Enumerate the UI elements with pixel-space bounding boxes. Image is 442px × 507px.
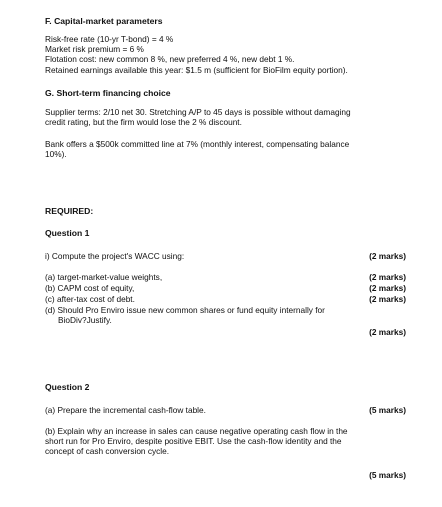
supplier-terms-line-2: credit rating, but the firm would lose the 2 % discount. xyxy=(45,117,242,127)
q2-item-b-marks: (5 marks) xyxy=(369,470,406,480)
q1-item-a-marks: (2 marks) xyxy=(369,272,406,282)
section-g-heading: G. Short-term financing choice xyxy=(45,88,171,98)
q2-item-a: (a) Prepare the incremental cash-flow table. xyxy=(45,405,206,415)
q1-intro-marks: (2 marks) xyxy=(369,251,406,261)
q2-item-b-line-3: concept of cash conversion cycle. xyxy=(45,446,170,456)
supplier-terms-line-1: Supplier terms: 2/10 net 30. Stretching A/P to 45 days is possible without damaging xyxy=(45,107,351,117)
q2-item-b-line-2: short run for Pro Enviro, despite positive EBIT. Use the cash-flow identity and the xyxy=(45,436,342,446)
q1-item-a: (a) target-market-value weights, xyxy=(45,272,163,282)
q1-intro: i) Compute the project's WACC using: xyxy=(45,251,185,261)
q1-item-d-line-1: (d) Should Pro Enviro issue new common shares or fund equity internally for xyxy=(45,305,325,315)
q1-item-c: (c) after-tax cost of debt. xyxy=(45,294,135,304)
risk-free-rate-line: Risk-free rate (10-yr T-bond) = 4 % xyxy=(45,34,174,44)
q2-item-a-marks: (5 marks) xyxy=(369,405,406,415)
q1-item-d-marks: (2 marks) xyxy=(369,327,406,337)
question-2-heading: Question 2 xyxy=(45,382,90,392)
retained-earnings-line: Retained earnings available this year: $1.5 m (sufficient for BioFilm equity portion). xyxy=(45,65,348,75)
market-risk-premium-line: Market risk premium = 6 % xyxy=(45,44,144,54)
bank-offer-line-2: 10%). xyxy=(45,149,67,159)
bank-offer-line-1: Bank offers a $500k committed line at 7% (monthly interest, compensating balance xyxy=(45,139,350,149)
question-1-heading: Question 1 xyxy=(45,228,90,238)
flotation-cost-line: Flotation cost: new common 8 %, new preferred 4 %, new debt 1 %. xyxy=(45,54,295,64)
q1-item-d-line-2: BioDiv?Justify. xyxy=(58,315,112,325)
section-f-heading: F. Capital-market parameters xyxy=(45,16,163,26)
q2-item-b-line-1: (b) Explain why an increase in sales can cause negative operating cash flow in the xyxy=(45,426,348,436)
q1-item-b: (b) CAPM cost of equity, xyxy=(45,283,135,293)
required-heading: REQUIRED: xyxy=(45,206,94,216)
q1-item-c-marks: (2 marks) xyxy=(369,294,406,304)
q1-item-b-marks: (2 marks) xyxy=(369,283,406,293)
